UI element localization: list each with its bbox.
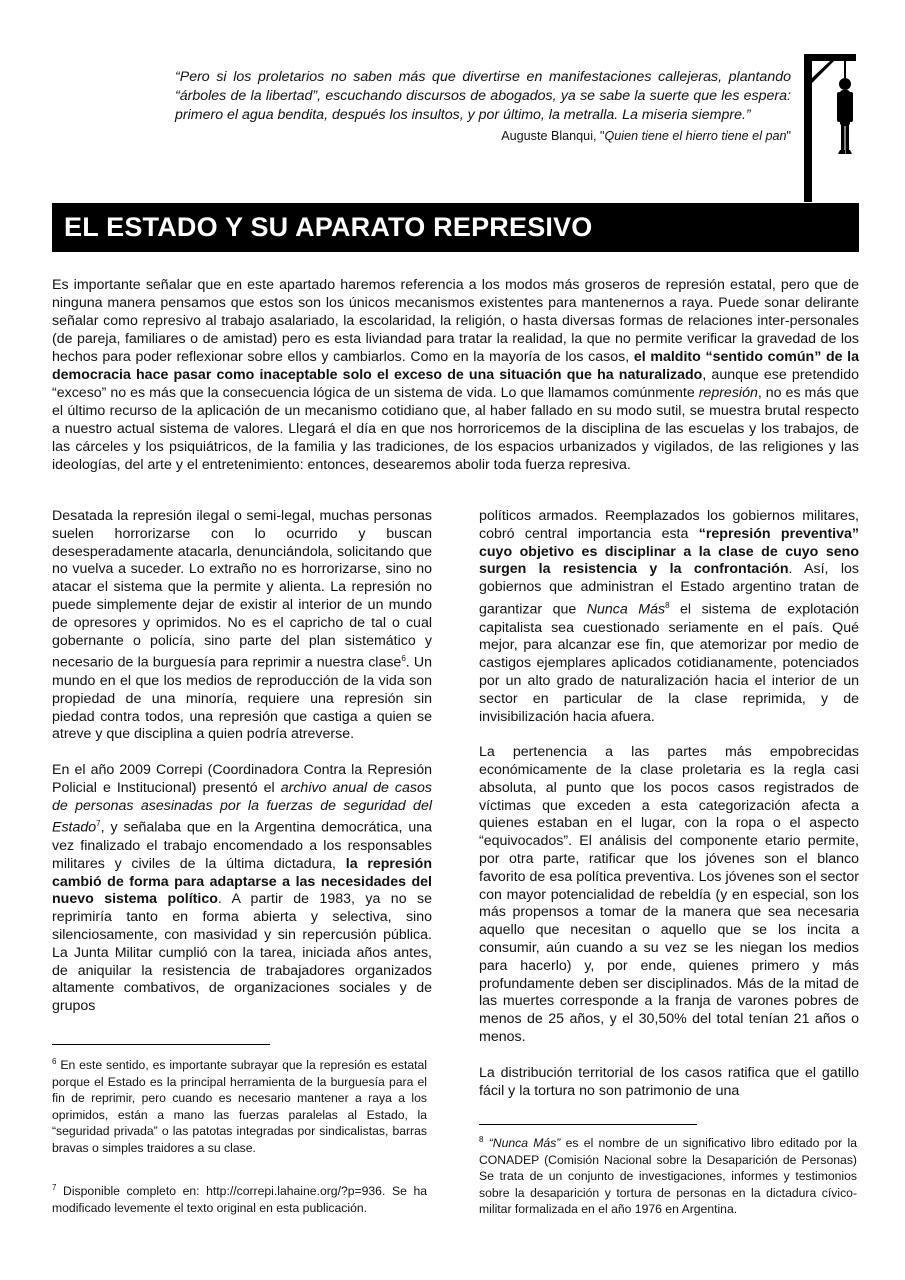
left-p2-text-b: , y señalaba que en la Argentina democrática, una vez finalizado el trabajo encomendado a los responsables militares y civiles de la última dictadura, xyxy=(52,820,432,872)
right-p1-text-b: . Así, los gobiernos que administran el Estado argentino tratan de garantizar que xyxy=(479,561,859,618)
footnote-6-text: En este sentido, es importante subrayar que la represión es estatal porque el Estado es la principal herramienta de la burguesía para el fin de reprimir, pero cuando es necesario mantener a raya a los oprimidos, están a mano las fuerzas paralelas al Estado, la “seguridad privada” o las patotas integradas por sindicalistas, barras bravas o simples traidores a su clase. xyxy=(52,1058,427,1155)
intro-text-3: , no es más que el último recurso de la aplicación de un mecanismo cotidiano que, al haber fallado en su modo sutil, se muestra brutal respecto a nuestro actual sistema de valores. Llegará el día en que nos horroricemos de la disciplina de las escuelas y los trabajos, de las cárceles y los psiquiátricos, de la familia y las tradiciones, de los espacios urbanizados y vigilados, de las religiones y las ideologías, del arte y el entretenimiento: entonces, desearemos abolir toda fuerza represiva. xyxy=(52,385,859,473)
epigraph-quote: “Pero si los proletarios no saben más que divertirse en manifestaciones callejeras, plantando “árboles de la libertad”, escuchando discursos de abogados, ya se sabe la suerte que les espera: primero el agua bendita, después los insultos, y por último, la metralla. La miseria siempre.” xyxy=(175,69,791,123)
intro-text-2: , aunque ese pretendido “exceso” no es más que la consecuencia lógica de un sistema de vida. Lo que llamamos comúnmente xyxy=(52,367,859,401)
footnote-rule-left xyxy=(52,1044,270,1045)
footnote-7-number: 7 xyxy=(52,1183,57,1192)
left-paragraph-2 xyxy=(52,762,432,1016)
footnote-8 xyxy=(479,1132,857,1218)
epigraph-author: Auguste Blanqui, " xyxy=(501,129,605,143)
left-p1-text-b: . Un mundo en el que los medios de reproducción de la vida son propiedad de una minoría, requiere una represión sin piedad contra todos, una represión que castiga a quien se atreve y que disciplina a quien podría atreverse. xyxy=(52,655,432,743)
intro-italic-1: represión xyxy=(698,385,758,401)
footnote-6 xyxy=(52,1054,427,1156)
footnote-7-text: Disponible completo en: http://correpi.lahaine.org/?p=936. Se ha modificado levemente el texto original en esta publicación. xyxy=(52,1184,427,1215)
left-p2-text-c: . A partir de 1983, ya no se reprimiría tanto en forma abierta y selectiva, sino silenciosamente, con masividad y sin repercusión pública. La Junta Militar cumplió con la tarea, iniciada años antes, de aniquilar la resistencia de trabajadores organizados altamente combativos, de organizaciones sociales y de grupos xyxy=(52,891,432,1015)
gallows-icon xyxy=(800,52,860,204)
footnote-ref-7: 7 xyxy=(96,819,101,829)
footnote-6-number: 6 xyxy=(52,1057,57,1066)
right-p1-text-a: políticos armados. Reemplazados los gobiernos militares, cobró central importancia esta xyxy=(479,508,859,542)
footnote-ref-8: 8 xyxy=(665,600,670,610)
footnote-8-text: es el nombre de un significativo libro editado por la CONADEP (Comisión Nacional sobre la Desaparición de Personas) Se trata de un conjunto de investigaciones, informes y testimonios sobre la desaparición y tortura de personas en la dictadura cívico-militar formalizada en el año 1976 en Argentina. xyxy=(479,1136,857,1217)
footnote-7 xyxy=(52,1180,427,1216)
footnote-8-number: 8 xyxy=(479,1135,484,1144)
footnote-8-italic: “Nunca Más” xyxy=(483,1136,561,1151)
right-paragraph-3: La distribución territorial de los casos ratifica que el gatillo fácil y la tortura no son patrimonio de una xyxy=(479,1064,859,1099)
left-p2-italic: archivo anual de casos de personas asesinadas por la fuerzas de seguridad del Estado xyxy=(52,779,432,837)
right-p1-text-c: el sistema de explotación capitalista sea cuestionado seriamente en el país. Qué mejor, para alcanzar ese fin, que atemorizar por medio de castigos ejemplares aplicados cotidianamente, potenciados por un alto grado de naturalización hacia el interior de un sector en particular de la clase reprimida, y de invisibilización hacia afuera. xyxy=(479,601,859,725)
right-column xyxy=(479,508,859,1118)
left-column xyxy=(52,508,432,1034)
title-bar xyxy=(52,203,859,252)
left-p2-bold: la represión cambió de forma para adaptarse a las necesidades del nuevo sistema político xyxy=(52,855,432,908)
footnote-rule-right xyxy=(479,1124,697,1125)
epigraph xyxy=(175,68,791,146)
right-paragraph-1 xyxy=(479,508,859,726)
intro-text-1: Es importante señalar que en este apartado haremos referencia a los modos más groseros de represión estatal, pero que de ninguna manera pensamos que estos son los únicos mecanismos existentes para mantenernos a raya. Puede sonar delirante señalar como represivo al trabajo asalariado, la escolaridad, la religión, o hasta diversas formas de relaciones inter-personales (de pareja, familiares o de amistad) pero es esta liviandad para tratar la realidad, la que no permite verificar la gravedad de los hechos para poder reflexionar sobre ellos y cambiarlos. Como en la mayoría de los casos, xyxy=(52,277,859,365)
epigraph-work: Quien tiene el hierro tiene el pan xyxy=(604,129,787,143)
left-paragraph-1 xyxy=(52,508,432,744)
right-paragraph-2: La pertenencia a las partes más empobrecidas económicamente de la clase proletaria es la regla casi absoluta, al punto que los pocos casos registrados de víctimas que exceden a esta categorización afecta a quienes estaban en el lugar, con la ropa o el aspecto “equivocados”. El análisis del componente etario permite, por otra parte, ratificar que los jóvenes son el blanco favorito de esa política preventiva. Los jóvenes son el sector con mayor potencialidad de rebeldía (y en especial, son los más propensos a tomar de la manera que sea necesaria aquello que necesitan o aquello que se los incita a consumir, aún cuando a su vez se les niegan los medios para hacerlo) y, por ende, quienes primero y más profundamente deben ser disciplinados. Más de la mitad de las muertes corresponde a la franja de varones pobres de menos de 25 años, y el 30,50% del total tenían 21 años o menos. xyxy=(479,744,859,1046)
right-p1-italic: Nunca Más xyxy=(586,601,666,618)
epigraph-close: " xyxy=(786,129,791,143)
right-p1-bold: “represión preventiva” cuyo objetivo es disciplinar a la clase de cuyo seno surgen la resistencia y la confrontación xyxy=(479,525,859,578)
intro-paragraph xyxy=(52,276,859,474)
intro-bold-1: el maldito “sentido común” de la democracia hace pasar como inaceptable solo el exceso de una situación que ha naturalizado xyxy=(52,349,860,383)
left-p1-text-a: Desatada la represión ilegal o semi-legal, muchas personas suelen horrorizarse con lo ocurrido y buscan desesperadamente atacarla, denunciándola, solicitando que no vuelva a suceder. Lo extraño no es horrorizarse, sino no atacar el sistema que la permite y alienta. La represión no puede simplemente dejar de existir al interior de un mundo de opresores y oprimidos. No es el capricho de tal o cual gobernante o policía, sino parte del plan sistemático y necesario de la burguesía para reprimir a nuestra clase xyxy=(52,508,432,672)
left-p2-text-a: En el año 2009 Correpi (Coordinadora Contra la Represión Policial e Institucional) presentó el xyxy=(52,762,432,796)
footnote-ref-6: 6 xyxy=(401,654,406,664)
page-title: EL ESTADO Y SU APARATO REPRESIVO xyxy=(64,212,593,242)
epigraph-attribution xyxy=(175,127,791,146)
